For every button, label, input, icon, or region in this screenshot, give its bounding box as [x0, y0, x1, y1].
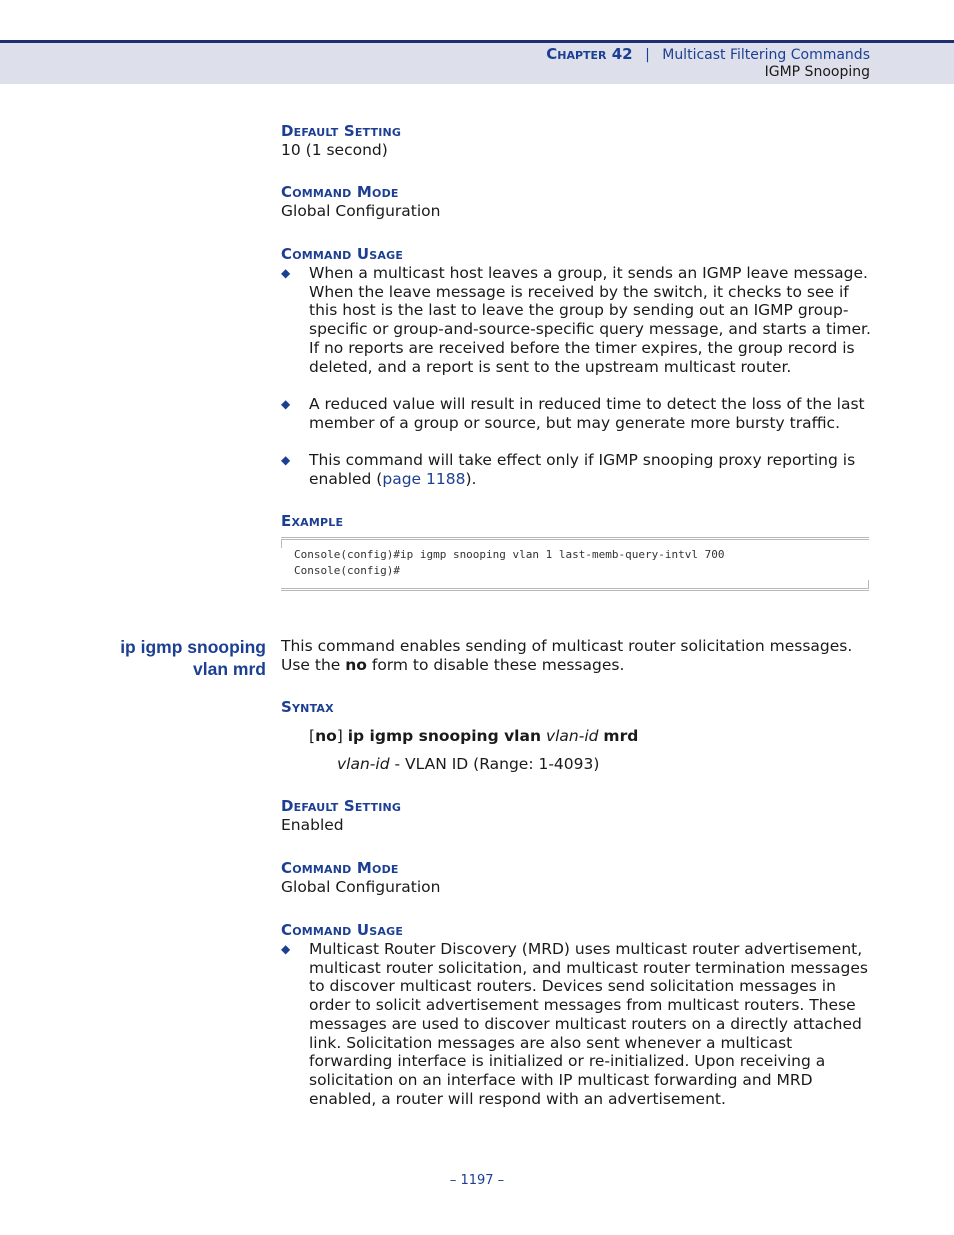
usage-bullet-2	[281, 395, 871, 432]
diamond-bullet-icon: ◆	[281, 453, 291, 467]
description-line: This command enables sending of multicast router solicitation messages.	[281, 637, 853, 655]
param-name: vlan-id	[337, 755, 390, 773]
usage-bullet-text: When a multicast host leaves a group, it sends an IGMP leave message. When the leave message is received by the switch, it checks to see if this host is the last to leave the group by sending out an IGMP group-specific or group-and-source-specific query message, and starts a timer. If no reports are received before the timer expires, the group record is deleted, and a report is sent to the upstream multicast router.	[309, 264, 871, 376]
syntax-param: vlan-id	[545, 727, 599, 745]
desc-keyword: no	[345, 656, 367, 674]
usage-bullet-text	[309, 451, 871, 488]
default-setting-heading: Default Setting	[281, 122, 402, 140]
header-chapter	[546, 45, 870, 63]
bullet-text-prefix: This command will take effect only if IGMP snooping proxy reporting is enabled (	[309, 451, 856, 488]
command-usage-heading-2: Command Usage	[281, 921, 404, 939]
command-title-line: vlan mrd	[193, 659, 266, 679]
example-heading: Example	[281, 512, 344, 530]
default-setting-value-2: Enabled	[281, 816, 344, 834]
default-setting-value: 10 (1 second)	[281, 141, 388, 159]
code-example	[281, 537, 869, 591]
code-box-corner	[281, 540, 288, 548]
param-description	[337, 755, 599, 773]
diamond-bullet-icon: ◆	[281, 942, 291, 956]
header-section: IGMP Snooping	[764, 64, 870, 80]
usage-bullet-1	[281, 264, 871, 376]
syntax-bracket: [	[309, 727, 316, 745]
command-description	[281, 637, 852, 675]
page-link[interactable]: page 1188	[382, 469, 466, 488]
command-mode-heading: Command Mode	[281, 183, 399, 201]
syntax-no: no	[315, 727, 337, 745]
command-mode-value-2: Global Configuration	[281, 878, 441, 896]
command-usage-heading: Command Usage	[281, 245, 404, 263]
chapter-title: Multicast Filtering Commands	[662, 47, 870, 63]
header-separator: |	[645, 47, 650, 63]
command-title	[120, 636, 266, 680]
command-title-line: ip igmp snooping	[120, 637, 266, 657]
chapter-label: Chapter 42	[546, 45, 633, 63]
command-mode-heading-2: Command Mode	[281, 859, 399, 877]
description-line	[281, 656, 852, 675]
page-number: – 1197 –	[449, 1173, 505, 1188]
code-line: Console(config)#	[294, 564, 400, 577]
code-box-corner	[862, 580, 869, 588]
syntax-bracket: ]	[336, 727, 348, 745]
diamond-bullet-icon: ◆	[281, 397, 291, 411]
command-mode-value: Global Configuration	[281, 202, 441, 220]
usage-bullet-text: A reduced value will result in reduced time to detect the loss of the last member of a group or source, but may generate more bursty traffic.	[309, 395, 865, 432]
diamond-bullet-icon: ◆	[281, 266, 291, 280]
code-line: Console(config)#ip igmp snooping vlan 1 last-memb-query-intvl 700	[294, 548, 725, 561]
param-desc: - VLAN ID (Range: 1-4093)	[389, 755, 600, 773]
usage-bullet-text: Multicast Router Discovery (MRD) uses multicast router advertisement, multicast router solicitation, and multicast router termination messages to discover multicast routers. Devices send solicitation messages in order to solicit advertisement messages from multicast routers. These messages are used to discover multicast routers on a directly attached link. Solicitation messages are also sent whenever a multicast forwarding interface is initialized or re-initialized. Upon receiving a solicitation on an interface with IP multicast forwarding and MRD enabled, a router will respond with an advertisement.	[309, 940, 868, 1108]
syntax-heading: Syntax	[281, 698, 334, 716]
default-setting-heading-2: Default Setting	[281, 797, 402, 815]
desc-prefix: Use the	[281, 656, 346, 674]
bullet-text-suffix: ).	[465, 469, 477, 488]
mrd-usage-bullet	[281, 940, 871, 1108]
usage-bullet-3	[281, 451, 871, 488]
syntax-command: ip igmp snooping vlan	[347, 727, 541, 745]
desc-suffix: form to disable these messages.	[366, 656, 625, 674]
syntax-keyword: mrd	[603, 727, 639, 745]
syntax-line	[309, 727, 638, 745]
